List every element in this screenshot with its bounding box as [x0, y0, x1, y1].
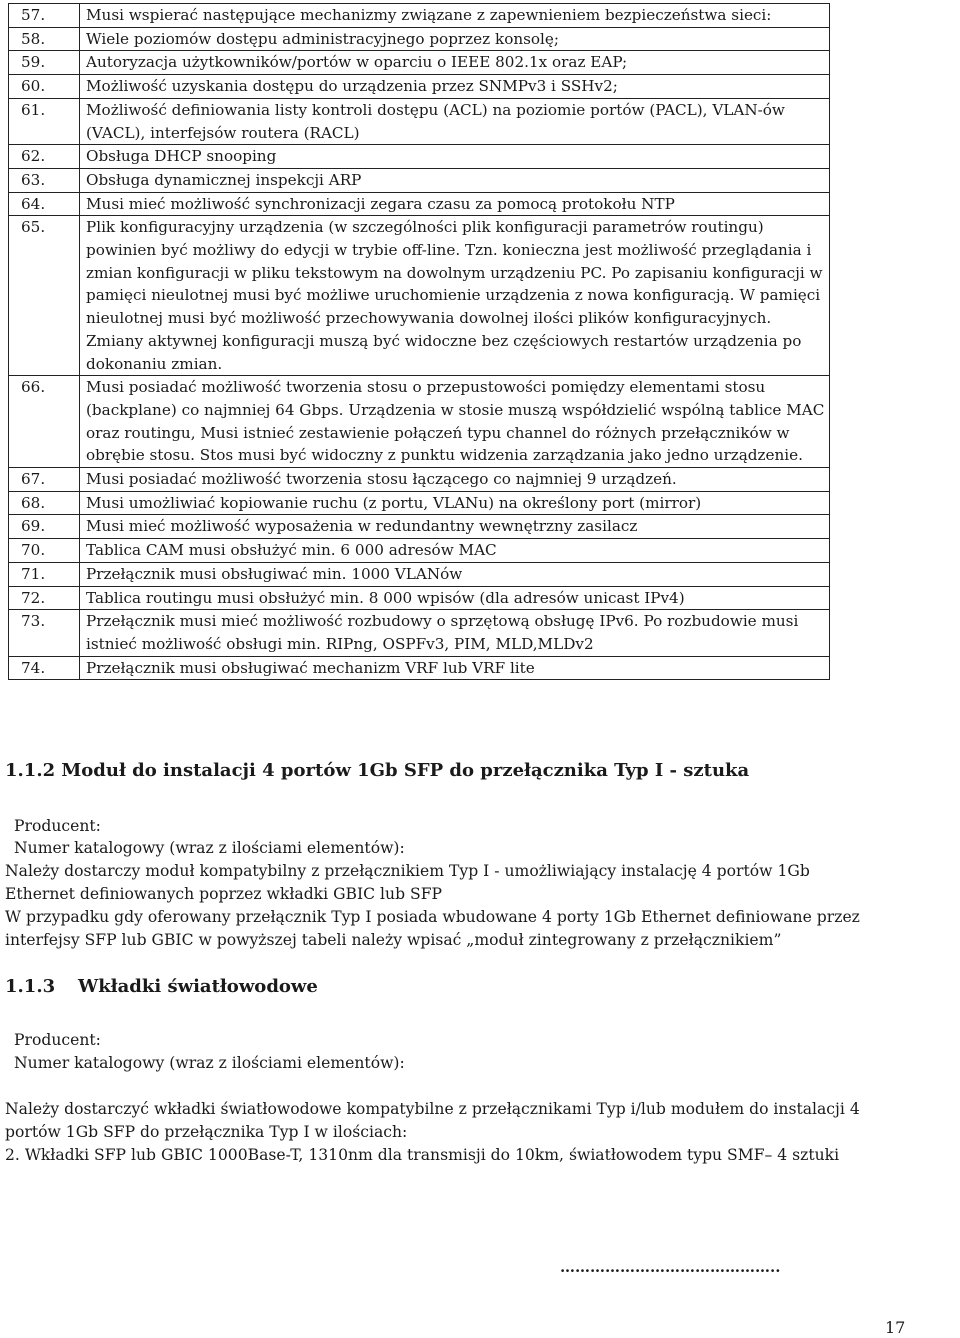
requirement-text: Musi posiadać możliwość tworzenia stosu o przepustowości pomiędzy elementami stosu (backplane) co najmniej 64 Gbps. Urządzenia w stosie muszą współdzielić wspólną tablice MAC oraz routingu, Musi istnieć zestawienie połączeń typu channel do różnych przełączników w obrębie stosu. Stos musi być widoczny z punktu widzenia zarządzania jako jedno urządzenie.	[80, 376, 830, 468]
requirement-number: 67.	[9, 468, 80, 492]
section-heading-1-1-2: 1.1.2 Moduł do instalacji 4 portów 1Gb SFP do przełącznika Typ I - sztuka	[5, 760, 750, 781]
table-row	[9, 539, 830, 563]
table-row	[9, 586, 830, 610]
requirement-text: Tablica routingu musi obsłużyć min. 8 000 wpisów (dla adresów unicast IPv4)	[80, 586, 830, 610]
paragraph-line: Należy dostarczyć wkładki światłowodowe kompatybilne z przełącznikami Typ i/lub modułem do instalacji 4	[5, 1100, 860, 1118]
requirement-text: Możliwość uzyskania dostępu do urządzenia przez SNMPv3 i SSHv2;	[80, 75, 830, 99]
table-row	[9, 216, 830, 376]
requirement-text: Musi umożliwiać kopiowanie ruchu (z portu, VLANu) na określony port (mirror)	[80, 491, 830, 515]
requirement-number: 66.	[9, 376, 80, 468]
catalog-number-label: Numer katalogowy (wraz z ilościami elementów):	[14, 1054, 405, 1072]
requirement-number: 58.	[9, 27, 80, 51]
requirement-number: 70.	[9, 539, 80, 563]
requirement-text: Obsługa dynamicznej inspekcji ARP	[80, 168, 830, 192]
requirement-number: 64.	[9, 192, 80, 216]
catalog-number-label: Numer katalogowy (wraz z ilościami elementów):	[14, 839, 405, 857]
requirement-text: Musi posiadać możliwość tworzenia stosu łączącego co najmniej 9 urządzeń.	[80, 468, 830, 492]
paragraph-line: interfejsy SFP lub GBIC w powyższej tabeli należy wpisać „moduł zintegrowany z przełącznikiem”	[5, 931, 782, 949]
requirement-text: Tablica CAM musi obsłużyć min. 6 000 adresów MAC	[80, 539, 830, 563]
requirement-number: 60.	[9, 75, 80, 99]
table-row	[9, 168, 830, 192]
requirement-text: Przełącznik musi obsługiwać min. 1000 VLANów	[80, 562, 830, 586]
requirement-number: 63.	[9, 168, 80, 192]
requirement-text: Przełącznik musi obsługiwać mechanizm VRF lub VRF lite	[80, 656, 830, 680]
table-row	[9, 491, 830, 515]
paragraph-line: Ethernet definiowanych poprzez wkładki GBIC lub SFP	[5, 885, 443, 903]
table-row	[9, 4, 830, 28]
requirement-number: 71.	[9, 562, 80, 586]
table-row	[9, 27, 830, 51]
requirement-number: 59.	[9, 51, 80, 75]
paragraph-line: W przypadku gdy oferowany przełącznik Typ I posiada wbudowane 4 porty 1Gb Ethernet definiowane przez	[5, 908, 860, 926]
section-number-1-1-3: 1.1.3	[5, 976, 56, 997]
requirement-number: 65.	[9, 216, 80, 376]
requirement-text: Przełącznik musi mieć możliwość rozbudowy o sprzętową obsługę IPv6. Po rozbudowie musi istnieć możliwość obsługi min. RIPng, OSPFv3, PIM, MLD,MLDv2	[80, 610, 830, 656]
table-row	[9, 610, 830, 656]
table-row	[9, 562, 830, 586]
requirement-number: 72.	[9, 586, 80, 610]
requirement-number: 74.	[9, 656, 80, 680]
section-title-1-1-3: Wkładki światłowodowe	[78, 976, 318, 997]
table-row	[9, 515, 830, 539]
requirements-table	[8, 3, 830, 680]
requirement-number: 61.	[9, 98, 80, 144]
table-row	[9, 51, 830, 75]
requirement-text: Autoryzacja użytkowników/portów w oparciu o IEEE 802.1x oraz EAP;	[80, 51, 830, 75]
requirement-number: 68.	[9, 491, 80, 515]
signature-dots: ……………………………………..	[560, 1258, 781, 1276]
requirement-number: 62.	[9, 145, 80, 169]
requirement-text: Możliwość definiowania listy kontroli dostępu (ACL) na poziomie portów (PACL), VLAN-ów (VACL), interfejsów routera (RACL)	[80, 98, 830, 144]
requirement-text: Plik konfiguracyjny urządzenia (w szczególności plik konfiguracji parametrów routingu) powinien być możliwy do edycji w trybie off-line. Tzn. konieczna jest możliwość przeglądania i zmian konfiguracji w pliku tekstowym na dowolnym urządzeniu PC. Po zapisaniu konfiguracji w pamięci nieulotnej musi być możliwe uruchomienie urządzenia z nowa konfiguracją. W pamięci nieulotnej musi być możliwość przechowywania dowolnej ilości plików konfiguracyjnych. Zmiany aktywnej konfiguracji muszą być widoczne bez częściowych restartów urządzenia po dokonaniu zmian.	[80, 216, 830, 376]
requirement-number: 69.	[9, 515, 80, 539]
table-row	[9, 75, 830, 99]
paragraph-line: Należy dostarczy moduł kompatybilny z przełącznikiem Typ I - umożliwiający instalację 4 portów 1Gb	[5, 862, 810, 880]
table-row	[9, 145, 830, 169]
list-item: 2. Wkładki SFP lub GBIC 1000Base-T, 1310nm dla transmisji do 10km, światłowodem typu SMF– 4 sztuki	[5, 1146, 840, 1164]
table-row	[9, 656, 830, 680]
requirement-text: Musi mieć możliwość synchronizacji zegara czasu za pomocą protokołu NTP	[80, 192, 830, 216]
table-row	[9, 192, 830, 216]
producer-label: Producent:	[14, 1031, 101, 1049]
table-row	[9, 98, 830, 144]
requirement-number: 73.	[9, 610, 80, 656]
table-row	[9, 376, 830, 468]
requirement-number: 57.	[9, 4, 80, 28]
requirement-text: Musi mieć możliwość wyposażenia w redundantny wewnętrzny zasilacz	[80, 515, 830, 539]
requirement-text: Wiele poziomów dostępu administracyjnego poprzez konsolę;	[80, 27, 830, 51]
paragraph-line: portów 1Gb SFP do przełącznika Typ I w ilościach:	[5, 1123, 408, 1141]
page-number: 17	[885, 1318, 906, 1337]
requirement-text: Musi wspierać następujące mechanizmy związane z zapewnieniem bezpieczeństwa sieci:	[80, 4, 830, 28]
requirement-text: Obsługa DHCP snooping	[80, 145, 830, 169]
table-row	[9, 468, 830, 492]
producer-label: Producent:	[14, 817, 101, 835]
